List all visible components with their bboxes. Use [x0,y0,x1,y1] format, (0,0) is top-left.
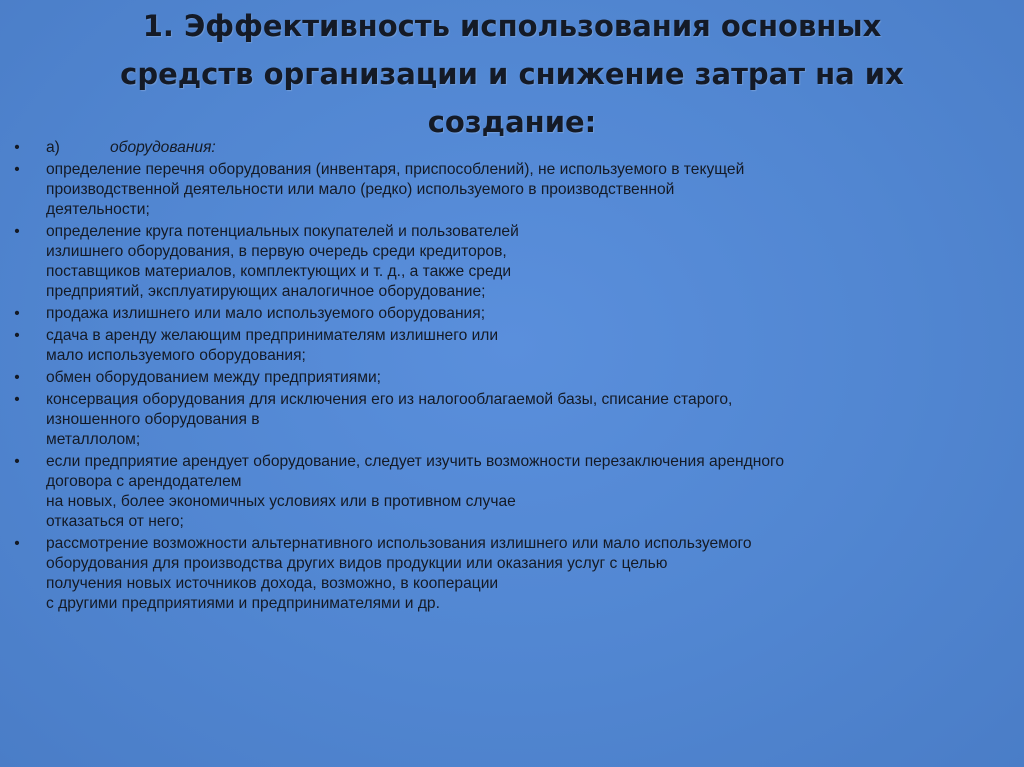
subheading-line [46,138,1010,158]
bullet-icon: • [14,223,20,240]
item-line: договора с арендодателем [46,473,242,490]
item-line: поставщиков материалов, комплектующих и т. д., а также среди [46,263,512,280]
item-line: консервация оборудования для исключения его из налогооблагаемой базы, списание старого, [46,391,733,408]
item-line: продажа излишнего или мало используемого оборудования; [46,305,486,322]
item-line: излишнего оборудования, в первую очередь среди кредиторов, [46,243,507,260]
subheading-marker: а) [46,139,60,156]
item-line: сдача в аренду желающим предпринимателям излишнего или [46,327,499,344]
bullet-icon: • [14,391,20,408]
item-line: с другими предприятиями и предпринимателями и др. [46,595,440,612]
title-line: средств организации и снижение затрат на их [120,57,904,91]
item-line: на новых, более экономичных условиях или в противном случае [46,493,516,510]
item-line: оборудования для производства других видов продукции или оказания услуг с целью [46,555,668,572]
list-item [10,222,1010,302]
list-item [10,304,1010,324]
item-line: определение перечня оборудования (инвентаря, приспособлений), не используемого в текущей [46,161,745,178]
bullet-list [10,138,1010,616]
item-line: металлолом; [46,431,141,448]
bullet-icon: • [14,327,20,344]
list-item [10,368,1010,388]
item-line: обмен оборудованием между предприятиями; [46,369,382,386]
list-item [10,326,1010,366]
bullet-icon: • [14,369,20,386]
bullet-icon: • [14,535,20,552]
item-line: мало используемого оборудования; [46,347,306,364]
list-item [10,160,1010,220]
item-line: предприятий, эксплуатирующих аналогичное оборудование; [46,283,486,300]
list-item [10,390,1010,450]
bullet-icon: • [14,453,20,470]
list-item [10,452,1010,532]
item-line: рассмотрение возможности альтернативного использования излишнего или мало используемого [46,535,752,552]
bullet-icon: • [14,139,20,156]
item-line: если предприятие арендует оборудование, следует изучить возможности перезаключения арендного [46,453,785,470]
item-line: изношенного оборудования в [46,411,260,428]
list-item [10,534,1010,614]
item-line: определение круга потенциальных покупателей и пользователей [46,223,519,240]
bullet-icon: • [14,305,20,322]
subheading-text: оборудования: [110,139,216,156]
item-line: производственной деятельности или мало (редко) используемого в производственной [46,181,675,198]
item-line: получения новых источников дохода, возможно, в кооперации [46,575,499,592]
item-line: деятельности; [46,201,150,218]
title-line: создание: [427,105,597,139]
list-item [10,138,1010,158]
bullet-icon: • [14,161,20,178]
item-line: отказаться от него; [46,513,184,530]
slide-title [60,2,964,146]
title-line: 1. Эффективность использования основных [142,9,882,43]
